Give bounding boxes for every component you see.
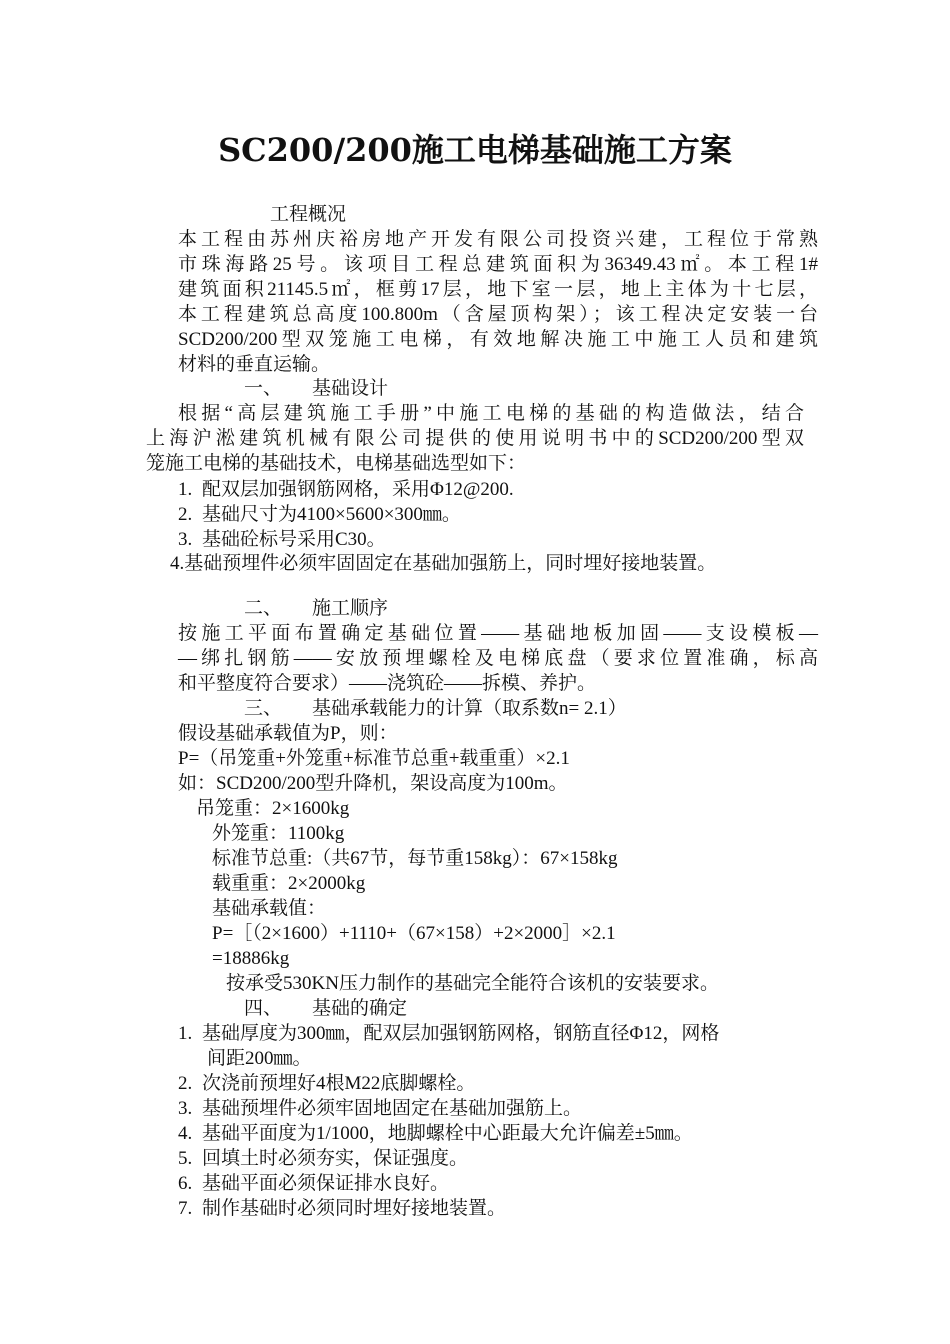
overview-line-6: 材料的垂直运输。 [178,354,331,375]
section3-line-6: 标准节总重:（共67节，每节重158kg）：67×158kg [212,848,618,869]
section3-line-7: 载重重：2×2000kg [212,873,366,894]
section1-line-1: 根据“高层建筑施工手册”中施工电梯的基础的构造做法，结合 [178,403,804,424]
section3-line-5: 外笼重：1100kg [212,823,345,844]
section3-line-4: 吊笼重：2×1600kg [196,798,350,819]
item-text: 配双层加强钢筋网格，采用Φ12@200. [202,479,514,500]
section3-line-10: =18886kg [212,948,290,969]
item-number: 2. [178,1073,193,1094]
item-number: 5. [178,1148,193,1169]
section4-item-6 [178,1171,449,1196]
overview-line-4: 本工程建筑总高度100.800m（含屋顶构架）；该工程决定安装一台 [178,304,818,325]
section4-item-4 [178,1121,693,1146]
item-number: 3. [178,529,193,550]
section2-heading: 施工顺序 [312,598,389,619]
section3-number: 三、 [244,698,283,719]
item-text: 基础厚度为300㎜，配双层加强钢筋网格，钢筋直径Φ12，网格 [202,1023,720,1044]
section2-number: 二、 [244,598,283,619]
section4-item-1 [178,1021,719,1046]
item-number: 4. [178,1123,193,1144]
section3-line-11: 按承受530KN压力制作的基础完全能符合该机的安装要求。 [226,973,719,994]
item-text: 基础砼标号采用C30。 [202,529,386,550]
section1-number: 一、 [244,378,283,399]
section3-heading: 基础承载能力的计算（取系数n= 2.1） [312,698,627,719]
item-number: 6. [178,1173,193,1194]
section4-item-1-cont: 间距200㎜。 [207,1048,312,1069]
item-text: 回填土时必须夯实，保证强度。 [202,1148,469,1169]
document-title: SC200/200施工电梯基础施工方案 [218,131,732,169]
section2-line-3: 和平整度符合要求）——浇筑砼——拆模、养护。 [178,673,597,694]
section4-number: 四、 [244,998,283,1019]
overview-line-5: SCD200/200型双笼施工电梯，有效地解决施工中施工人员和建筑 [178,329,818,350]
overview-heading: 工程概况 [270,204,347,225]
section4-heading: 基础的确定 [312,998,408,1019]
section1-heading: 基础设计 [312,378,389,399]
section2-line-2: —绑扎钢筋——安放预埋螺栓及电梯底盘（要求位置准确，标高 [178,648,818,669]
item-text: 制作基础时必须同时埋好接地装置。 [202,1198,507,1219]
item-number: 3. [178,1098,193,1119]
item-number: 1. [178,479,193,500]
item-text: 基础平面度为1/1000，地脚螺栓中心距最大允许偏差±5㎜。 [202,1123,693,1144]
section1-item-3 [178,527,386,552]
item-number: 1. [178,1023,193,1044]
section4-item-5 [178,1146,468,1171]
item-text: 基础平面必须保证排水良好。 [202,1173,450,1194]
section3-line-8: 基础承载值： [212,898,327,919]
section1-item-4 [170,551,716,576]
overview-line-2: 市珠海路25号。该项目工程总建筑面积为36349.43㎡。本工程1# [178,254,818,275]
section4-item-2 [178,1071,475,1096]
item-text: 基础尺寸为4100×5600×300㎜。 [202,504,461,525]
item-number: 2. [178,504,193,525]
section1-item-1 [178,477,514,502]
section4-item-7 [178,1196,506,1221]
section2-line-1: 按施工平面布置确定基础位置——基础地板加固——支设模板— [178,623,818,644]
overview-line-3: 建筑面积21145.5㎡，框剪17层，地下室一层，地上主体为十七层， [178,279,818,300]
section4-item-3 [178,1096,582,1121]
item-number: 4. [170,553,185,574]
item-text: 次浇前预埋好4根M22底脚螺栓。 [202,1073,476,1094]
section3-line-2: P=（吊笼重+外笼重+标准节总重+载重重）×2.1 [178,748,570,769]
overview-line-1: 本工程由苏州庆裕房地产开发有限公司投资兴建，工程位于常熟 [178,229,818,250]
item-text: 基础预埋件必须牢固地固定在基础加强筋上。 [202,1098,583,1119]
section1-item-2 [178,502,461,527]
item-number: 7. [178,1198,193,1219]
section3-line-1: 假设基础承载值为P，则： [178,723,398,744]
section1-line-3: 笼施工电梯的基础技术，电梯基础选型如下： [146,453,527,474]
section1-line-2: 上海沪淞建筑机械有限公司提供的使用说明书中的SCD200/200型双 [146,428,804,449]
section3-line-3: 如：SCD200/200型升降机，架设高度为100m。 [178,773,568,794]
section3-line-9: P=［（2×1600）+1110+（67×158）+2×2000］×2.1 [212,923,616,944]
item-text: 基础预埋件必须牢固固定在基础加强筋上，同时埋好接地装置。 [184,553,717,574]
